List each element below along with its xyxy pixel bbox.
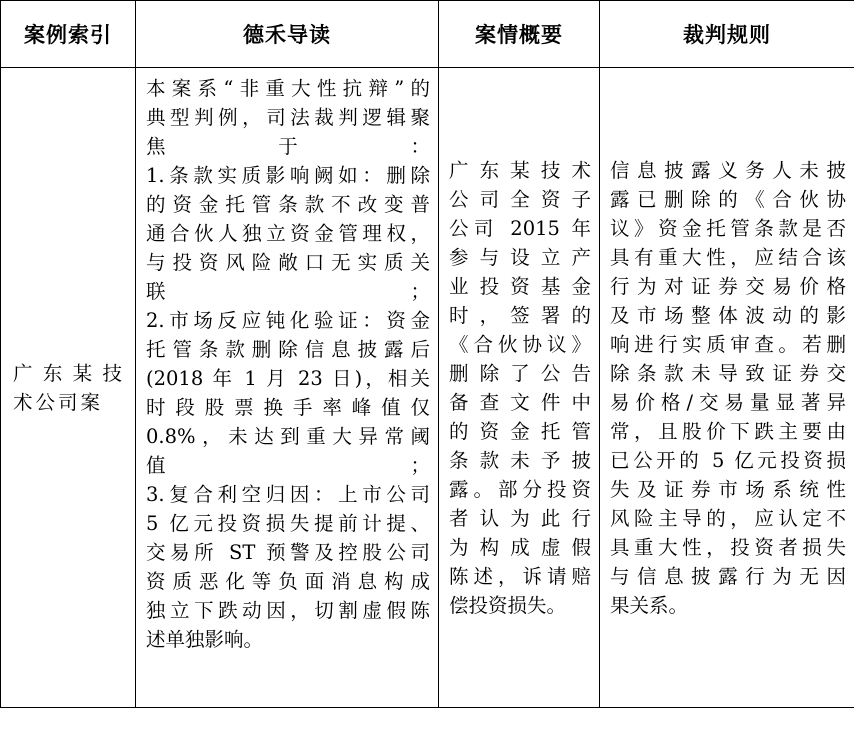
rule-line: 行为对证券交易价格 xyxy=(610,274,846,298)
reading-text xyxy=(146,74,430,654)
summary-text xyxy=(449,156,591,620)
reading-line: 交易所 ST 预警及控股公司 xyxy=(146,541,430,564)
reading-line: 2.市场反应钝化验证：资金 xyxy=(146,309,430,332)
reading-line: 通合伙人独立资金管理权， xyxy=(146,222,430,245)
rule-line: 失及证券市场系统性 xyxy=(610,477,846,501)
header-reading: 德禾导读 xyxy=(136,1,439,68)
summary-line: 条款未予披 xyxy=(449,448,591,472)
rule-line: 易价格/交易量显著异 xyxy=(610,390,846,414)
reading-line: (2018 年 1 月 23 日)，相关 xyxy=(146,367,430,390)
rule-line: 露已删除的《合伙协 xyxy=(610,187,846,211)
summary-line: 者认为此行 xyxy=(449,506,591,530)
reading-line: 值； xyxy=(146,454,430,477)
rule-line: 及市场整体波动的影 xyxy=(610,303,846,327)
summary-line: 偿投资损失。 xyxy=(449,593,567,617)
summary-line: 的资金托管 xyxy=(449,419,591,443)
rule-cell xyxy=(600,68,854,708)
reading-line: 典型判例，司法裁判逻辑聚 xyxy=(146,106,430,129)
rule-line: 信息披露义务人未披 xyxy=(610,158,846,182)
summary-line: 时，签署的 xyxy=(449,303,591,327)
case-index-cell xyxy=(1,68,136,708)
summary-line: 《合伙协议》 xyxy=(449,332,591,356)
reading-line: 的资金托管条款不改变普 xyxy=(146,193,430,216)
reading-line: 焦于： xyxy=(146,135,430,158)
summary-line: 公司全资子 xyxy=(449,187,591,211)
reading-line: 述单独影响。 xyxy=(146,628,264,651)
summary-cell xyxy=(439,68,600,708)
rule-line: 除条款未导致证券交 xyxy=(610,361,846,385)
rule-line: 议》资金托管条款是否 xyxy=(610,216,846,240)
rule-line: 已公开的 5 亿元投资损 xyxy=(610,448,846,472)
rule-line: 常，且股价下跌主要由 xyxy=(610,419,846,443)
reading-line: 时段股票换手率峰值仅 xyxy=(146,396,430,419)
summary-line: 陈述，诉请赔 xyxy=(449,564,591,588)
header-summary: 案情概要 xyxy=(439,1,600,68)
summary-line: 露。部分投资 xyxy=(449,477,591,501)
summary-line: 广东某技术 xyxy=(449,158,591,182)
summary-line: 为构成虚假 xyxy=(449,535,591,559)
reading-line: 与投资风险敞口无实质关 xyxy=(146,251,430,274)
summary-line: 公司 2015 年 xyxy=(449,216,591,240)
reading-line: 1.条款实质影响阙如：删除 xyxy=(146,164,430,187)
case-index-text: 广东某技术公司案 xyxy=(13,361,125,414)
summary-line: 备查文件中 xyxy=(449,390,591,414)
header-case-index: 案例索引 xyxy=(1,1,136,68)
header-rule: 裁判规则 xyxy=(600,1,854,68)
rule-line: 具有重大性，应结合该 xyxy=(610,245,846,269)
rule-line: 与信息披露行为无因 xyxy=(610,564,846,588)
summary-line: 业投资基金 xyxy=(449,274,591,298)
rule-line: 风险主导的，应认定不 xyxy=(610,506,846,530)
reading-line: 托管条款删除信息披露后 xyxy=(146,338,430,361)
reading-line: 3.复合利空归因：上市公司 xyxy=(146,483,430,506)
reading-line: 5 亿元投资损失提前计提、 xyxy=(146,512,430,535)
summary-line: 删除了公告 xyxy=(449,361,591,385)
reading-line: 0.8%，未达到重大异常阈 xyxy=(146,425,430,448)
rule-text xyxy=(610,156,846,620)
reading-line: 独立下跌动因，切割虚假陈 xyxy=(146,599,430,622)
header-row xyxy=(1,1,854,68)
reading-line: 本案系“非重大性抗辩”的 xyxy=(146,77,430,100)
table-row xyxy=(1,68,854,708)
rule-line: 果关系。 xyxy=(610,593,689,617)
rule-line: 具重大性，投资者损失 xyxy=(610,535,846,559)
rule-line: 响进行实质审查。若删 xyxy=(610,332,846,356)
reading-line: 联； xyxy=(146,280,430,303)
summary-line: 参与设立产 xyxy=(449,245,591,269)
reading-line: 资质恶化等负面消息构成 xyxy=(146,570,430,593)
reading-cell xyxy=(136,68,439,708)
